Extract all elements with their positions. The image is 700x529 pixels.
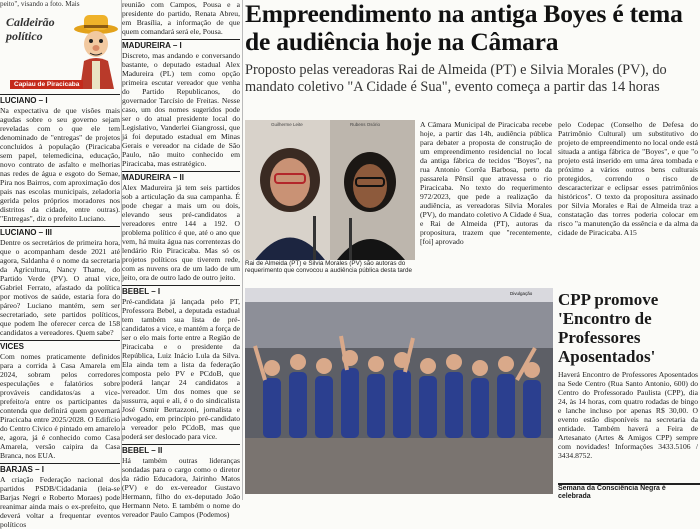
section-title: MADUREIRA – II <box>122 171 240 182</box>
photo-credit: Rubens Osório <box>350 122 381 127</box>
cpp-text: Haverá Encontro de Professores Aposentados na Sede Centro (Rua Santo Antonio, 600) do Centro do Professorado Paulista (CPP), dia 24, às 14 horas, com quatro rodadas de bingo e lanche incluso por apenas R$ 30,00. O evento estão disponíveis na secretaria da entidade. Também haverá a Feira de Artesanato (Artes & Amigos CPP) sempre com novidades! Informações 3433.5106 / 3434.8752. <box>558 370 698 460</box>
political-column <box>0 0 120 529</box>
article-column-1 <box>420 120 552 285</box>
section-text: Com nomes praticamente definidos para a corrida à Casa Amarela em 2024, sobram pelos corredores especulações e falatórios sobre prováveis candidatos/as a vice-prefeito/a entre os participantes da contenda que definirá quem governará Piracicaba entre 2025/2028. O Edifício do Centro Cívico é pintado em amarelo e, agora, já é conhecido como Casa Amarela, versão caipira da Casa Branca, nos EUA. <box>0 352 120 460</box>
section-title: BEBEL – I <box>122 285 240 296</box>
section-text: Na expectativa de que visões mais agudas sobre o seu governo sejam reveladas com o que ele tem denominado de "entregas" de projetos concluídos à população (Piracicaba sem papel, telemedicina, educação, novo contrato de asfalto e melhorias nas redes de água e esgoto do Semae, Pira nos Bairros, com aproximação dos pais nas escolas municipais, zeladoria gerida pelos próprios moradores nos distritos da cidade, entre outras). "Entregas", diz o prefeito Luciano. <box>0 106 120 223</box>
section-title: LUCIANO – I <box>0 94 120 105</box>
group-photo <box>245 288 553 494</box>
section-text: Pré-candidata já lançada pelo PT, Professora Bebel, a deputada estadual tem também sua lista de pré-candidatos a vice, e mantém a força de ser o elo mais forte entre a Região de Piracicaba e o presidente da República, Luiz Inácio Lula da Silva. Ela ainda tem a lista da federação composta pelo PV e PCdoB, que poderá lançar 24 candidatos a vereador. Um dos nomes que se sussurra, aqui e ali, é o do sindicalista José Osmir Bertazzoni, jornalista e advogado, em princípio pré-candidato a vereador pelo PCdoB, mas que poderá ser deslocado para vice. <box>122 297 240 441</box>
column-top-text: peito", visando a foto. Mais <box>0 0 80 8</box>
column-divider <box>242 0 243 500</box>
section-text: Alex Madureira já tem seis partidos sob a articulação da sua campanha. É pode chegar a mais um ou dois, elevando seus pré-candidatos a vereadores entre 144 a 192. O problema político é que, até o ano que vem, há muita água nas correntezas do lendário Rio Piracicaba. Mas só os projetos políticos que tiverem rede, com as nuvens ora de um lado de um jeito, ora de outro lado de outro jeito. <box>122 183 240 282</box>
main-story-header <box>245 0 700 96</box>
photo-credit: Divulgação <box>510 291 533 296</box>
intro-text: reunião com Campos, Pousa e a presidente do partido, Renata Abreu, em Brasília, a informação de que quem comandará será ele, Pousa. <box>122 0 240 36</box>
political-column-continued <box>122 0 240 519</box>
councilwomen-photo-image <box>245 120 415 260</box>
section-title: VICES <box>0 340 120 351</box>
section-title: BARJAS – I <box>0 463 120 474</box>
column-label: Capiau de Piracicaba <box>10 80 83 89</box>
column-header-caricature <box>0 11 120 91</box>
section-text: A criação Federação nacional dos partidos PSDB/Cidadania (leia-se Barjas Negri e Roberto Moraes) pode reanimar ainda mais o ex-prefeito, que deverá voltar a frequentar eventos políticos <box>0 475 120 529</box>
article-column-2 <box>558 120 698 285</box>
section-text: Dentre os secretários de primeira hora, que o acompanham desde 2021 até agora, Saldanha é o nome da secretaria da Agricultura, Nancy Thame, do Partido Verde (PV). O atual vice, Gabriel Ferrato, afastado da política por motivos de saúde, estaria fora do páreo? Luciano mantém, sem ser secretariado, sete partidos políticos, que podem lhe oferecer cerca de 158 candidatos a vereadores. Quem sabe? <box>0 238 120 337</box>
article-text: A Câmara Municipal de Piracicaba recebe hoje, a partir das 14h, audiência pública para debater a proposta de construção de um empreendimento residencial no local da antiga fábrica de tecidos "Boyes", na rua Antonio Corrêa Barbosa, perto da passarela Pênsil que atravessa o rio Piracicaba. No texto do requerimento 972/2023, que pede a realização da audiência, as vereadoras Silvia Morales (PV), do mandato coletivo A Cidade é Sua, e Rai de Almeida (PT), autoras da propositura, trazem que "recentemente, [foi] aprovado <box>420 120 552 246</box>
cpp-story <box>558 288 698 500</box>
group-photo-image <box>245 288 553 494</box>
photo-credit: Guilherme Leite <box>271 122 303 127</box>
main-deck: Proposto pelas vereadoras Rai de Almeida (PT) e Silvia Morales (PV), do mandato coletivo "A Cidade é Sua", evento começa a partir das 14 horas <box>245 62 667 95</box>
photo-caption: Rai de Almeida (PT) e Silvia Morales (PV) são autoras do requerimento que convocou a audiência pública desta tarde <box>245 260 412 275</box>
cpp-headline: CPP promove 'Encontro de Professores Aposentados' <box>558 290 659 366</box>
main-headline: Empreendimento na antiga Boyes é tema de audiência hoje na Câmara <box>245 0 683 56</box>
section-title: MADUREIRA – I <box>122 39 240 50</box>
section-text: Discreto, mas andando e conversando bastante, o deputado estadual Alex Madureira (PL) tem como opção primeira escutar vereador que venha do Partido Republicanos, do governador Tarcísio de Freitas. Nesse caso, um dos nomes sugeridos pode ser o do atual presidente local do Legislativo, Vanderlei Giangrossi, que já foi deputado estadual em Minas Gerais e vereador na cidade de São Paulo, não muito conhecido em Piracicaba, mas estratégico. <box>122 51 240 168</box>
section-title: BEBEL – II <box>122 444 240 455</box>
councilwomen-photo <box>245 120 415 260</box>
caricature-illustration <box>0 11 120 91</box>
next-story-teaser: Semana da Consciência Negra é celebrada <box>558 483 700 502</box>
section-title: LUCIANO – III <box>0 226 120 237</box>
column-title: Caldeirão político <box>6 15 55 43</box>
section-text: Há também outras lideranças sondadas para o cargo como o diretor da rádio Educadora, Jairinho Matos (PV) e do ex-vereador Gustavo Hermann, filho do ex-deputado João Hermann Neto. E também o nome do vereador Paulo Campos (Podemos) <box>122 456 240 519</box>
article-text: pelo Codepac (Conselho de Defesa do Patrimônio Cultural) um substitutivo do projeto de empreendimento no local onde está situada a antiga fábrica de "Boyes", e que "o projeto está inserido em uma área tombada e próximo a vários outros bens culturais protegidos, correndo o risco de descaracterizar e eclipsar esses patrimônios históricos". O texto da propositura assinado por Silvia Morales e Rai de Almeida traz a constatação das torres poderia colocar em risco "a manutenção da essência e da alma da cidade de Piracicaba. A15 <box>558 120 699 237</box>
